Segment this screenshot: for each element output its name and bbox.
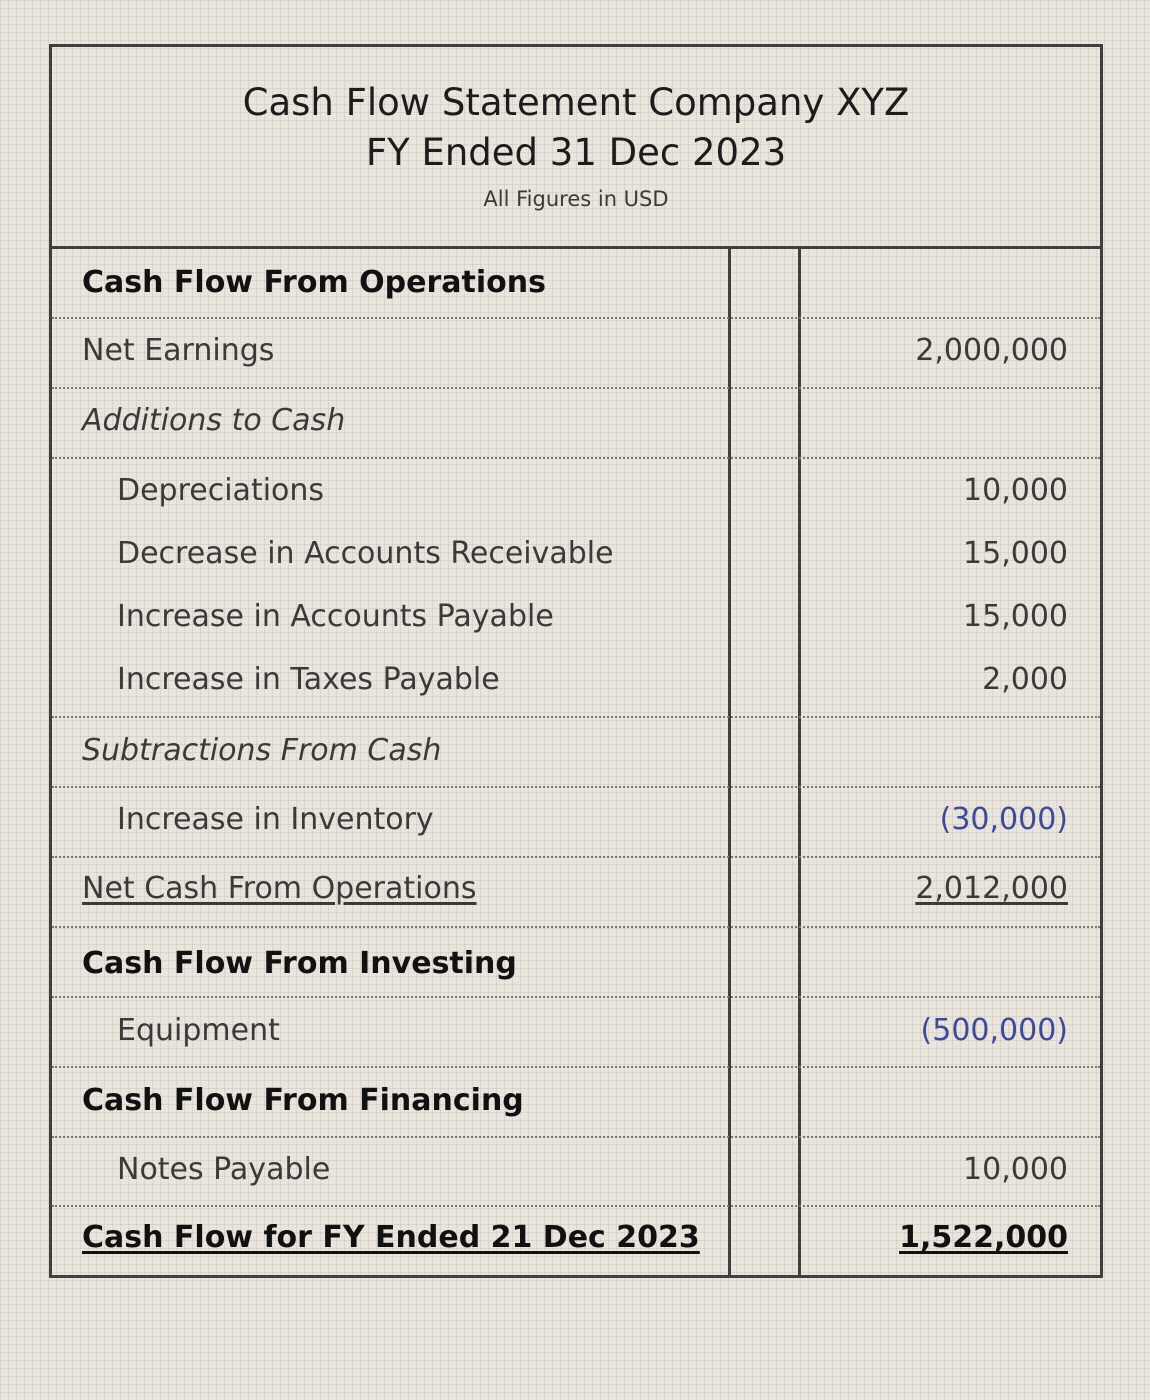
row-divider (52, 1205, 1100, 1207)
row-value: 15,000 (963, 536, 1068, 571)
row-divider (52, 1136, 1100, 1138)
row-value-negative: (500,000) (920, 1013, 1068, 1048)
row-value: 10,000 (963, 473, 1068, 508)
column-divider (728, 249, 731, 1275)
row-value-negative: (30,000) (939, 802, 1068, 837)
row-value: 15,000 (963, 599, 1068, 634)
subsection-heading: Subtractions From Cash (82, 733, 442, 768)
row-divider (52, 716, 1100, 718)
row-label: Equipment (117, 1013, 280, 1048)
section-heading: Cash Flow From Operations (82, 265, 546, 300)
currency-note: All Figures in USD (483, 187, 669, 211)
row-value: 2,000 (982, 662, 1068, 697)
cash-flow-statement (49, 44, 1103, 1278)
subtotal-value: 2,012,000 (915, 871, 1068, 906)
row-divider (52, 457, 1100, 459)
row-value: 2,000,000 (915, 333, 1068, 368)
row-label: Net Earnings (82, 333, 275, 368)
row-divider (52, 317, 1100, 319)
section-heading: Cash Flow From Investing (82, 946, 517, 981)
row-divider (52, 926, 1100, 928)
total-value: 1,522,000 (899, 1220, 1068, 1255)
column-divider (798, 249, 801, 1275)
statement-period: FY Ended 31 Dec 2023 (365, 131, 787, 174)
total-label: Cash Flow for FY Ended 21 Dec 2023 (82, 1220, 700, 1255)
row-divider (52, 996, 1100, 998)
row-label: Decrease in Accounts Receivable (117, 536, 614, 571)
row-label: Notes Payable (117, 1152, 331, 1187)
row-label: Increase in Taxes Payable (117, 662, 500, 697)
subtotal-label: Net Cash From Operations (82, 871, 477, 906)
row-label: Depreciations (117, 473, 325, 508)
row-label: Increase in Accounts Payable (117, 599, 554, 634)
row-value: 10,000 (963, 1152, 1068, 1187)
section-heading: Cash Flow From Financing (82, 1083, 524, 1118)
statement-title: Cash Flow Statement Company XYZ (242, 81, 910, 124)
statement-header (52, 47, 1100, 249)
row-divider (52, 1066, 1100, 1068)
subsection-heading: Additions to Cash (82, 403, 346, 438)
row-label: Increase in Inventory (117, 802, 434, 837)
row-divider (52, 387, 1100, 389)
row-divider (52, 856, 1100, 858)
row-divider (52, 786, 1100, 788)
